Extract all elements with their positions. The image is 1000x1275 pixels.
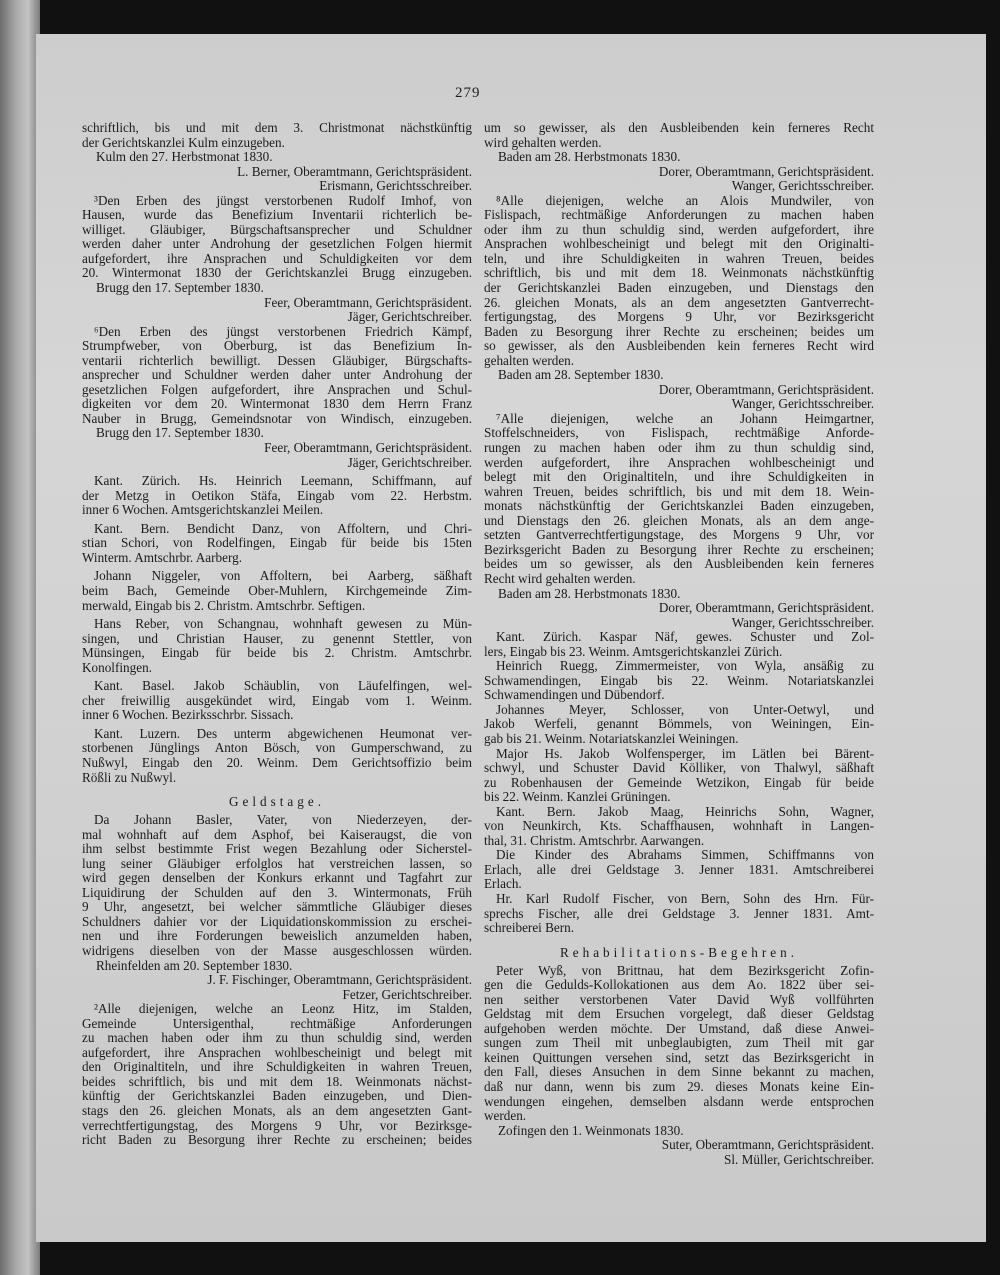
text-line: stian Schori, von Rodelfingen, Eingab für beide bis 15ten xyxy=(82,536,472,551)
text-line: werden. xyxy=(484,1109,527,1124)
book-binding-edge xyxy=(0,0,40,1275)
text-line: Geldstag mit dem Ersuchen vorgelegt, daß dieser Geldstag xyxy=(484,1007,874,1022)
text-line: digkeiten vor dem 20. Wintermonat 1830 dem Herrn Franz xyxy=(82,397,472,412)
text-line: Peter Wyß, von Brittnau, hat dem Bezirksgericht Zofin- xyxy=(496,963,874,978)
text-line: Nauber in Brugg, Gemeindsnotar von Windisch, einzugeben. xyxy=(82,411,472,426)
text-line: wahren Treuen, beides schriftlich, bis und mit dem 18. Wein- xyxy=(484,484,874,499)
text-line: inner 6 Wochen. Amtsgerichtskanzlei Meilen. xyxy=(82,503,324,518)
text-line: lers, Eingab bis 23. Weinm. Amtsgerichtskanzlei Zürich. xyxy=(484,644,783,659)
text-line: Liquidirung der Schulden auf den 3. Wintermonats, Früh xyxy=(82,885,472,900)
text-line: Kant. Bern. Bendicht Danz, von Affoltern, und Chri- xyxy=(94,521,472,536)
signature-line: Sl. Müller, Gerichtschreiber. xyxy=(724,1152,874,1167)
text-line: Baden am 28. September 1830. xyxy=(498,368,664,383)
text-line: lung seiner Gläubiger erfolglos hat verstreichen lassen, so xyxy=(82,856,472,871)
text-line: wendungen eingehen, demselben alsdann werde entsprochen xyxy=(484,1094,874,1109)
text-line: der Gerichtskanzlei Kulm einzugeben. xyxy=(82,135,285,150)
text-line: den Fall, dieses Ansuchen in dem Sinne bekannt zu machen, xyxy=(484,1065,874,1080)
text-line: Baden am 28. Herbstmonats 1830. xyxy=(498,150,681,165)
text-line: Baden zu Besorgung ihrer Rechte zu erscheinen; beides um xyxy=(484,324,874,339)
text-line: ihm selbst bestimmte Frist wegen Bezahlung oder Sicherstel- xyxy=(82,842,472,857)
text-line: nen seither verstorbenen Vater David Wyß vollführten xyxy=(484,992,874,1007)
text-line: gehalten werden. xyxy=(484,353,575,368)
text-line: zu Robenhausen der Gemeinde Wetzikon, Eingab für beide xyxy=(484,775,874,790)
text-line: werden daher unter Androhung der gesetzlichen Folgen hiermit xyxy=(82,237,472,252)
text-line: aufgehoben werden möchte. Der Umstand, daß diese Anwei- xyxy=(484,1021,874,1036)
text-line: Winterm. Amtschrbr. Aarberg. xyxy=(82,550,243,565)
text-line: der Metzg in Oetikon Stäfa, Eingab vom 22. Herbstm. xyxy=(82,488,472,503)
text-line: singen, und Christian Hauser, zu genennt Stettler, von xyxy=(82,631,472,646)
signature-line: Wanger, Gerichtsschreiber. xyxy=(731,179,874,194)
text-line: beides schriftlich, bis und mit dem 18. Weinmonats nächst- xyxy=(82,1074,472,1089)
text-line: Kulm den 27. Herbstmonat 1830. xyxy=(96,150,273,165)
text-line: und Dienstags den 26. gleichen Monats, als an dem ange- xyxy=(484,513,874,528)
signature-line: Feer, Oberamtmann, Gerichtspräsident. xyxy=(264,295,472,310)
text-line: Rößli zu Nußwyl. xyxy=(82,770,177,785)
text-line: oder ihm zu thun schuldig sind, werden aufgefordert, ihre xyxy=(484,222,874,237)
signature-line: J. F. Fischinger, Oberamtmann, Gerichtspräsident. xyxy=(207,973,472,988)
text-line: Kant. Luzern. Des unterm abgewichenen Heumonat ver- xyxy=(94,726,472,741)
text-line: künftig der Gerichtskanzlei Baden einzugeben, und Dien- xyxy=(82,1089,472,1104)
text-line: Major Hs. Jakob Wolfensperger, im Lätlen bei Bärent- xyxy=(496,746,874,761)
right-column xyxy=(484,121,874,1167)
text-line: Da Johann Basler, Vater, von Niederzeyen, der- xyxy=(94,813,472,828)
text-line: ³Den Erben des jüngst verstorbenen Rudolf Imhof, von xyxy=(94,193,472,208)
text-line: von Neunkirch, Kts. Schaffhausen, wohnhaft in Langen- xyxy=(484,819,874,834)
signature-line: Erismann, Gerichtsschreiber. xyxy=(319,179,472,194)
text-line: Bezirksgericht Baden zu Besorgung ihrer Rechte zu erscheinen; xyxy=(484,542,874,557)
text-line: widrigens dieselben von der Masse ausgeschlossen würden. xyxy=(82,943,472,958)
text-line: Johannes Meyer, Schlosser, von Unter-Oetwyl, und xyxy=(496,702,874,717)
text-line: daß nur dann, wenn bis zum 29. dieses Monats keine Ein- xyxy=(484,1080,874,1094)
text-line: 20. Wintermonat 1830 der Gerichtskanzlei Brugg einzugeben. xyxy=(82,266,472,281)
text-line: Nußwyl, Eingab den 20. Weinm. Dem Gerichtsoffizio beim xyxy=(82,755,472,770)
text-line: beim Bach, Gemeinde Ober-Muhlern, Kirchgemeinde Zim- xyxy=(82,583,472,598)
text-line: Ansprachen wohlbescheinigt und belegt mit den Originalti- xyxy=(484,237,874,252)
signature-line: Jäger, Gerichtschreiber. xyxy=(347,455,472,470)
text-line: 26. gleichen Monats, als an dem angesetzten Gantverrecht- xyxy=(484,295,874,310)
text-line: Stoffelschneiders, von Fislispach, rechtmäßige Anforde- xyxy=(484,426,874,441)
text-line: ⁷Alle diejenigen, welche an Johann Heimgartner, xyxy=(496,411,874,426)
text-line: Kant. Zürich. Kaspar Näf, gewes. Schuster und Zol- xyxy=(496,630,874,645)
text-line: Schuldners dahier vor der Liquidationskommission zu erschei- xyxy=(82,914,472,929)
text-line: gab bis 21. Weinm. Notariatskanzlei Weiningen. xyxy=(484,731,739,746)
page-number: 279 xyxy=(455,85,481,101)
signature-line: Wanger, Gerichtsschreiber. xyxy=(731,615,874,630)
text-line: keinen Quittungen versehen sind, setzt das Bezirksgericht in xyxy=(484,1050,874,1065)
signature-line: L. Berner, Oberamtmann, Gerichtspräsident. xyxy=(237,164,472,179)
text-line: Brugg den 17. September 1830. xyxy=(96,281,264,296)
section-heading: Rehabilitations-Begehren. xyxy=(559,944,799,960)
text-line: merwald, Eingab bis 2. Christm. Amtschrbr. Seftigen. xyxy=(82,598,366,613)
text-line: Zofingen den 1. Weinmonats 1830. xyxy=(498,1123,684,1138)
text-line: beides um so gewisser, als den Ausbleibenden kein ferneres xyxy=(484,557,874,572)
text-line: Heinrich Ruegg, Zimmermeister, von Wyla, ansäßig zu xyxy=(496,659,874,674)
text-line: schriftlich, bis und mit dem 18. Weinmonats nächstkünftig xyxy=(484,266,874,281)
text-line: Schwamendingen und Dübendorf. xyxy=(484,688,665,703)
text-line: Jakob Werfeli, genannt Bömmels, von Weiningen, Ein- xyxy=(484,717,874,732)
text-line: nen und ihre Forderungen beweislich anzumelden haben, xyxy=(82,929,472,944)
text-line: Gemeinde Untersigenthal, rechtmäßige Anforderungen xyxy=(82,1016,472,1031)
signature-line: Dorer, Oberamtmann, Gerichtspräsident. xyxy=(658,164,874,179)
text-line: setzten Gantverrechtfertigungstage, des Morgens 9 Uhr, vor xyxy=(484,528,874,543)
text-line: thal, 31. Christm. Amtschrbr. Aarwangen. xyxy=(484,833,705,848)
text-line: um so gewisser, als den Ausbleibenden kein ferneres Recht xyxy=(484,121,874,135)
text-line: Rheinfelden am 20. September 1830. xyxy=(96,958,293,973)
text-line: Die Kinder des Abrahams Simmen, Schiffmanns von xyxy=(496,848,874,863)
text-line: sungen zum Theil mit unbeglaubigten, zum Theil mit gar xyxy=(484,1036,874,1051)
signature-line: Feer, Oberamtmann, Gerichtspräsident. xyxy=(264,441,472,456)
text-line: aufgefordert, ihre Ansprachen und Schuldigkeiten vor dem xyxy=(82,251,472,266)
text-line: Kant. Bern. Jakob Maag, Heinrichs Sohn, Wagner, xyxy=(496,804,874,819)
text-line: Konolfingen. xyxy=(82,660,152,675)
text-line: Johann Niggeler, von Affoltern, bei Aarberg, säßhaft xyxy=(94,569,472,584)
signature-line: Suter, Oberamtmann, Gerichtspräsident. xyxy=(661,1138,874,1153)
text-line: Erlach, alle drei Geldstage 3. Jenner 1831. Amtschreiberei xyxy=(484,862,874,877)
text-line: schriftlich, bis und mit dem 3. Christmonat nächstkünftig xyxy=(82,121,472,135)
text-line: ⁶Den Erben des jüngst verstorbenen Friedrich Kämpf, xyxy=(94,324,472,339)
text-line: Fislispach, rechtmäßige Anforderungen zu machen haben xyxy=(484,208,874,223)
text-line: Kant. Zürich. Hs. Heinrich Leemann, Schiffmann, auf xyxy=(94,474,472,489)
text-line: gesetzlichen Folgen aufgefordert, ihre Ansprachen und Schul- xyxy=(82,382,472,397)
text-line: schwyl, und Schuster David Kölliker, von Thalwyl, säßhaft xyxy=(484,761,874,776)
text-line: Strumpfweber, von Oberburg, ist das Benefizium In- xyxy=(82,339,472,354)
text-line: teln, und ihre Schuldigkeiten in wahren Treuen, beides xyxy=(484,251,874,266)
text-line: inner 6 Wochen. Bezirksschrbr. Sissach. xyxy=(82,708,294,723)
text-line: ventarii richterlich bewilligt. Dessen Gläubiger, Bürgschafts- xyxy=(82,353,472,368)
text-line: Hr. Karl Rudolf Fischer, von Bern, Sohn des Hrn. Für- xyxy=(496,891,874,906)
text-line: verrechtfertigungstag, des Morgens 9 Uhr, vor Bezirksge- xyxy=(82,1118,472,1133)
text-line: ⁸Alle diejenigen, welche an Alois Mundwiler, von xyxy=(496,193,874,208)
text-line: gen die Gedulds-Kollokationen aus dem Ao. 1822 über sei- xyxy=(484,978,874,993)
section-heading: Geldstage. xyxy=(228,794,326,810)
text-line: cher freiwillig ausgekündet wird, Eingab vom 1. Weinm. xyxy=(82,693,472,708)
signature-line: Dorer, Oberamtmann, Gerichtspräsident. xyxy=(658,601,874,616)
text-line: Hans Reber, von Schangnau, wohnhaft gewesen zu Mün- xyxy=(94,617,472,632)
text-line: mal wohnhaft auf dem Asphof, bei Kaiseraugst, die von xyxy=(82,827,472,842)
text-line: so gewisser, als den Ausbleibenden kein ferneres Recht wird xyxy=(484,339,874,354)
left-column xyxy=(82,121,472,1148)
text-line: schreiberei Bern. xyxy=(484,921,575,936)
text-line: ansprecher und Schuldner werden daher unter Androhung der xyxy=(82,368,472,383)
text-line: monats nächstkünftig der Gerichtskanzlei Baden einzugeben, xyxy=(484,499,874,514)
text-line: belegt mit den Originaltiteln, und ihre Schuldigkeiten in xyxy=(484,470,874,485)
text-line: richt Baden zu Besorgung ihrer Rechte zu erscheinen; beides xyxy=(82,1133,472,1148)
text-line: Recht wird gehalten werden. xyxy=(484,571,636,586)
text-line: Kant. Basel. Jakob Schäublin, von Läufelfingen, wel- xyxy=(94,679,472,694)
text-line: Schwamendingen, Eingab bis 22. Weinm. Notariatskanzlei xyxy=(484,673,874,688)
text-line: wird gehalten werden. xyxy=(484,135,602,150)
text-line: Brugg den 17. September 1830. xyxy=(96,426,264,441)
signature-line: Jäger, Gerichtschreiber. xyxy=(347,310,472,325)
signature-line: Fetzer, Gerichtschreiber. xyxy=(342,987,472,1002)
text-line: Hausen, wurde das Benefizium Inventarii richterlich be- xyxy=(82,208,472,223)
text-line: Münsingen, Eingab für beide bis 2. Christm. Amtschrbr. xyxy=(82,646,472,661)
text-line: ²Alle diejenigen, welche an Leonz Hitz, im Stalden, xyxy=(94,1002,472,1017)
text-line: den Originaltiteln, und ihre Schuldigkeiten in wahren Treuen, xyxy=(82,1060,472,1075)
text-line: fertigungstag, des Morgens 9 Uhr, vor Bezirksgericht xyxy=(484,310,874,325)
text-line: williget. Gläubiger, Bürgschaftsansprecher und Schuldner xyxy=(82,222,472,237)
signature-line: Wanger, Gerichtsschreiber. xyxy=(731,397,874,412)
text-line: 9 Uhr, angesetzt, bei welcher sämmtliche Gläubiger dieses xyxy=(82,900,472,915)
text-line: aufgefordert, ihre Ansprachen wohlbescheinigt und belegt mit xyxy=(82,1045,472,1060)
text-line: der Gerichtskanzlei Baden einzugeben, und Dienstags den xyxy=(484,281,874,296)
text-line: zu machen haben oder ihm zu thun schuldig sind, werden xyxy=(82,1031,472,1046)
text-line: werden aufgefordert, ihre Ansprachen wohlbescheinigt und xyxy=(484,455,874,470)
text-line: storbenen Jünglings Anton Bösch, von Gumperschwand, zu xyxy=(82,741,472,756)
text-line: wird gegen denselben der Konkurs erkannt und Tagfahrt zur xyxy=(82,871,472,886)
text-line: rungen zu machen haben oder ihm zu thun schuldig sind, xyxy=(484,441,874,456)
text-line: bis 22. Weinm. Kanzlei Grüningen. xyxy=(484,790,671,805)
text-line: stags den 26. gleichen Monats, als an dem angesetzten Gant- xyxy=(82,1104,472,1118)
text-line: Erlach. xyxy=(484,877,522,892)
text-line: sprechs Fischer, alle drei Geldstage 3. Jenner 1831. Amt- xyxy=(484,906,874,921)
signature-line: Dorer, Oberamtmann, Gerichtspräsident. xyxy=(658,382,874,397)
text-line: Baden am 28. Herbstmonats 1830. xyxy=(498,586,681,601)
